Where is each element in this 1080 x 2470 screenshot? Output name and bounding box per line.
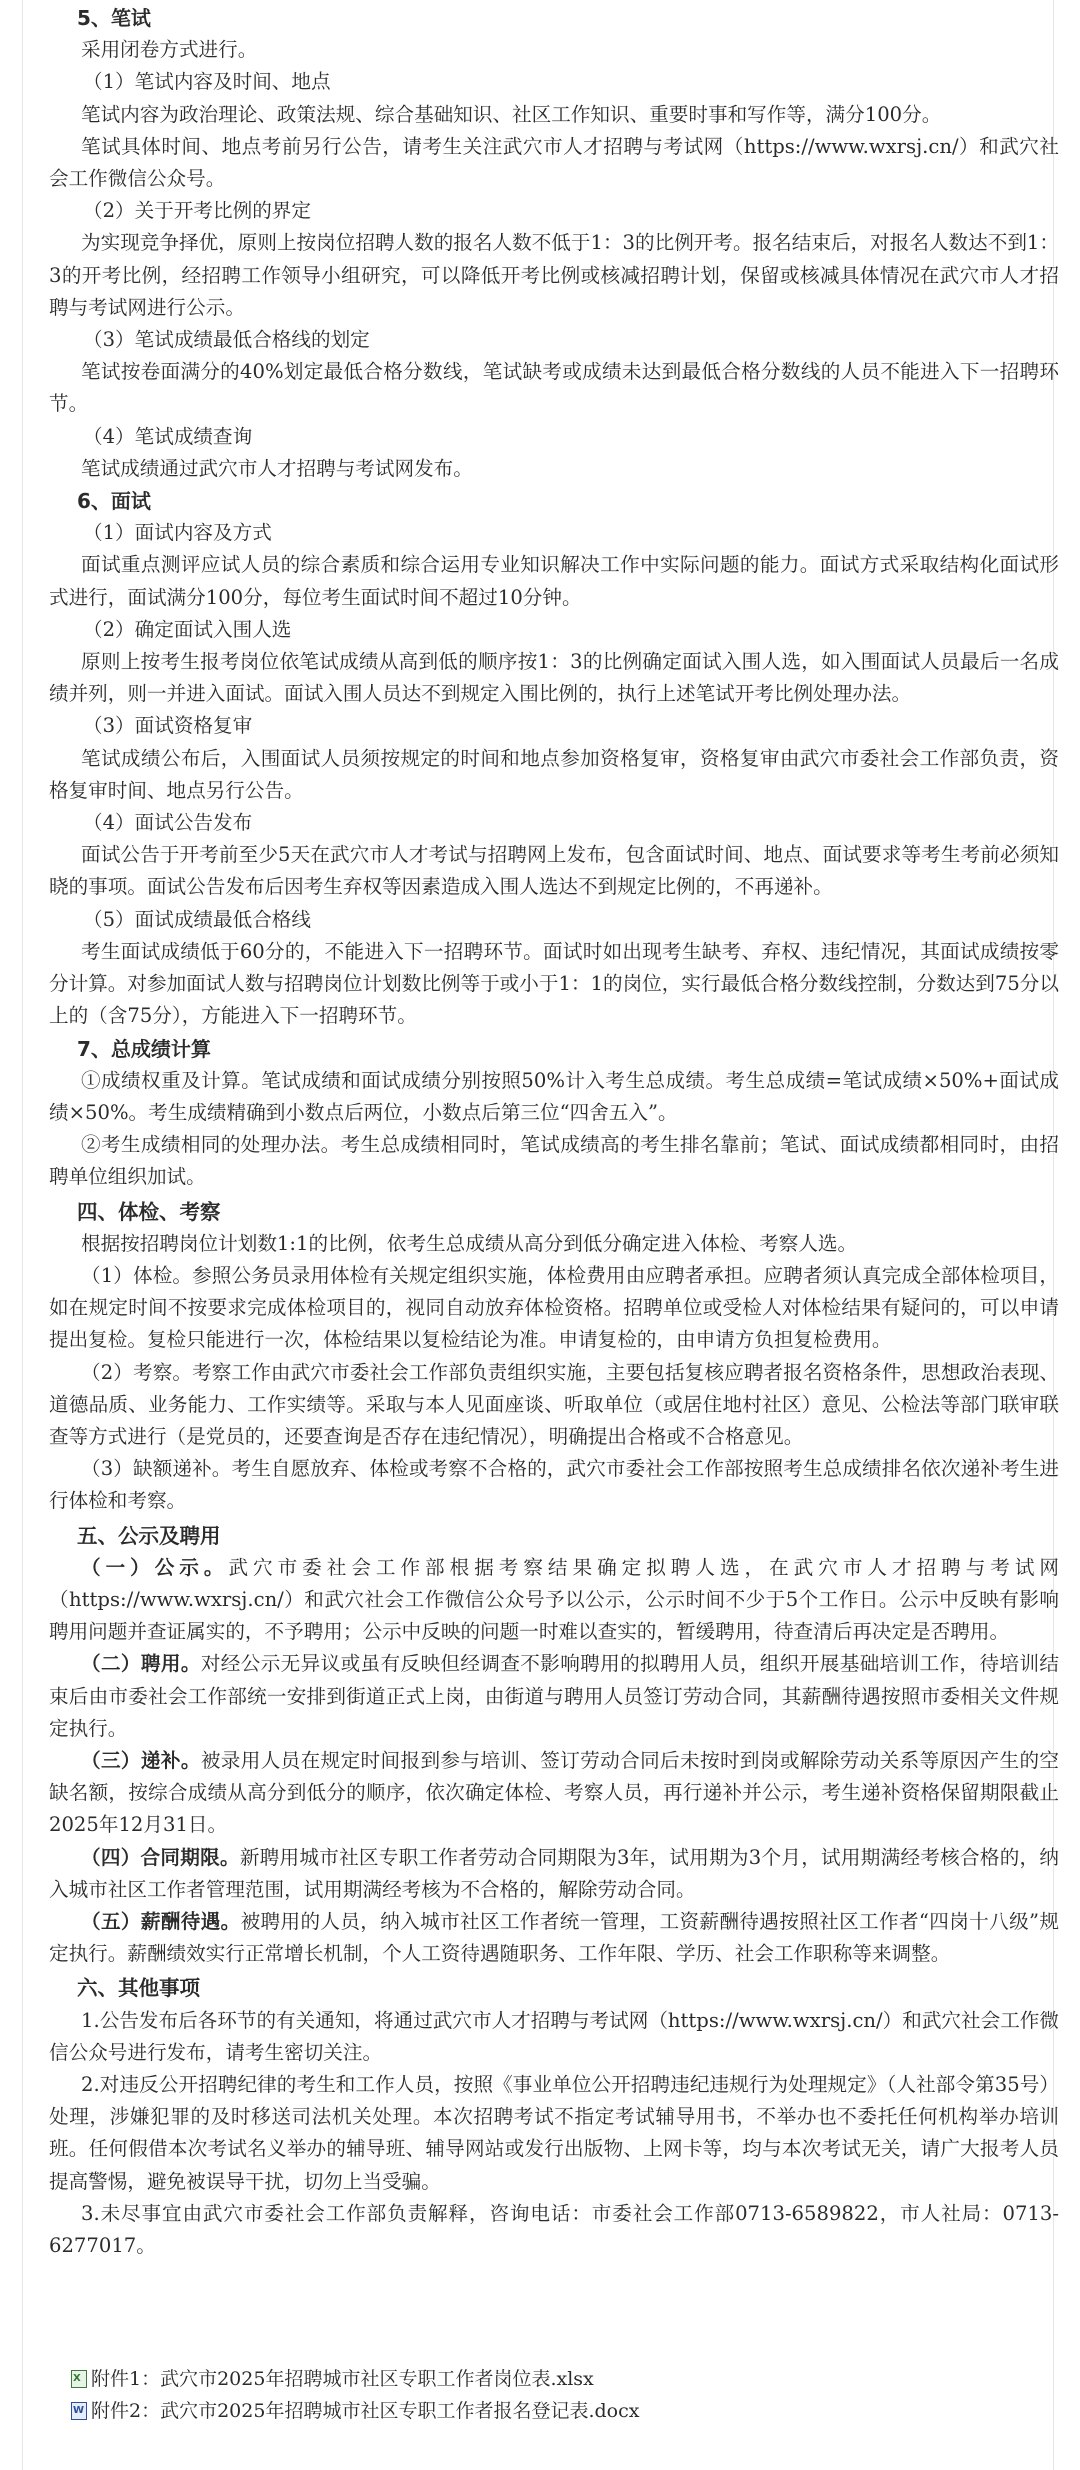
paragraph: 原则上按考生报考岗位依笔试成绩从高到低的顺序按1：3的比例确定面试入围人选，如入围面试人员最后一名成绩并列，则一并进入面试。面试入围人员达不到规定入围比例的，执行上述笔试开考比例处理办法。	[49, 650, 1059, 706]
clause-label: （三）递补。	[81, 1748, 201, 1772]
paragraph: （1）体检。参照公务员录用体检有关规定组织实施，体检费用由应聘者承担。应聘者须认真完成全部体检项目，如在规定时间不按要求完成体检项目的，视同自动放弃体检资格。招聘单位或受检人对体检结果有疑问的，可以申请提出复检。复检只能进行一次，体检结果以复检结论为准。申请复检的，由申请方负担复检费用。	[49, 1263, 1059, 1352]
section-heading: 7、总成绩计算	[77, 1036, 211, 1061]
paragraph: 笔试按卷面满分的40%划定最低合格分数线，笔试缺考或成绩未达到最低合格分数线的人员不能进入下一招聘环节。	[49, 360, 1059, 416]
clause-text: 武穴市委社会工作部根据考察结果确定拟聘人选，在武穴市人才招聘与考试网（https://www.wxrsj.cn/）和武穴社会工作微信公众号予以公示，公示时间不少于5个工作日。公示中反映有影响聘用问题并查证属实的，不予聘用；公示中反映的问题一时难以查实的，暂缓聘用，待查清后再决定是否聘用。	[49, 1555, 1060, 1644]
clause-text: 对经公示无异议或虽有反映但经调查不影响聘用的拟聘用人员，组织开展基础培训工作，待培训结束后由市委社会工作部统一安排到街道正式上岗，由街道与聘用人员签订劳动合同，其薪酬待遇按照市委相关文件规定执行。	[49, 1652, 1060, 1740]
clause-text: 被录用人员在规定时间报到参与培训、签订劳动合同后未按时到岗或解除劳动关系等原因产生的空缺名额，按综合成绩从高分到低分的顺序，依次确定体检、考察人员，再行递补并公示，考生递补资格保留期限截止2025年12月31日。	[49, 1748, 1060, 1837]
attachments-list	[71, 2363, 1051, 2427]
chapter-heading: 四、体检、考察	[77, 1199, 221, 1224]
paragraph: 面试公告于开考前至少5天在武穴市人才考试与招聘网上发布，包含面试时间、地点、面试要求等考生考前必须知晓的事项。面试公告发布后因考生弃权等因素造成入围人选达不到规定比例的，不再递补。	[49, 843, 1059, 899]
subsection-heading: （4）笔试成绩查询	[83, 424, 253, 448]
paragraph: 笔试成绩通过武穴市人才招聘与考试网发布。	[81, 456, 473, 480]
paragraph: 根据按招聘岗位计划数1:1的比例，依考生总成绩从高分到低分确定进入体检、考察人选。	[81, 1231, 858, 1255]
clause-label: （四）合同期限。	[81, 1845, 240, 1869]
paragraph: 面试重点测评应试人员的综合素质和综合运用专业知识解决工作中实际问题的能力。面试方式采取结构化面试形式进行，面试满分100分，每位考生面试时间不超过10分钟。	[49, 553, 1059, 609]
attachment-item[interactable]	[71, 2363, 1051, 2395]
paragraph: 为实现竞争择优，原则上按岗位招聘人数的报名人数不低于1：3的比例开考。报名结束后，对报名人数达不到1：3的开考比例，经招聘工作领导小组研究，可以降低开考比例或核减招聘计划，保留或核减具体情况在武穴市人才招聘与考试网进行公示。	[49, 231, 1059, 319]
docx-file-icon: W	[71, 2402, 87, 2420]
clause-label: （一）公示。	[81, 1555, 229, 1579]
paragraph: （3）缺额递补。考生自愿放弃、体检或考察不合格的，武穴市委社会工作部按照考生总成绩排名依次递补考生进行体检和考察。	[49, 1457, 1059, 1513]
subsection-heading: （5）面试成绩最低合格线	[83, 907, 311, 931]
clause-text: 被聘用的人员，纳入城市社区工作者统一管理，工资薪酬待遇按照社区工作者“四岗十八级”规定执行。薪酬绩效实行正常增长机制，个人工资待遇随职务、工作年限、学历、社会工作职称等来调整。	[49, 1909, 1059, 1966]
section-heading: 6、面试	[77, 489, 151, 514]
paragraph	[49, 1648, 1059, 1745]
subsection-heading: （2）确定面试入围人选	[83, 617, 292, 641]
section-heading: 5、笔试	[77, 6, 151, 30]
subsection-heading: （1）笔试内容及时间、地点	[83, 70, 331, 94]
paragraph	[49, 1842, 1059, 1906]
paragraph: 1.公告发布后各环节的有关通知，将通过武穴市人才招聘与考试网（https://www.wxrsj.cn/）和武穴社会工作微信公众号进行发布，请考生密切关注。	[49, 2008, 1059, 2064]
subsection-heading: （1）面试内容及方式	[83, 521, 272, 545]
paragraph: 笔试具体时间、地点考前另行公告，请考生关注武穴市人才招聘与考试网（https://www.wxrsj.cn/）和武穴社会工作微信公众号。	[49, 134, 1059, 191]
paragraph	[49, 1552, 1059, 1649]
paragraph: 3.未尽事宜由武穴市委社会工作部负责解释，咨询电话：市委社会工作部0713-6589822，市人社局：0713-6277017。	[49, 2201, 1059, 2258]
paragraph: 2.对违反公开招聘纪律的考生和工作人员，按照《事业单位公开招聘违纪违规行为处理规定》（人社部令第35号）处理，涉嫌犯罪的及时移送司法机关处理。本次招聘考试不指定考试辅导用书，不举办也不委托任何机构举办培训班。任何假借本次考试名义举办的辅导班、辅导网站或发行出版物、上网卡等，均与本次考试无关，请广大报考人员提高警惕，避免被误导干扰，切勿上当受骗。	[49, 2073, 1059, 2193]
chapter-heading: 六、其他事项	[77, 1976, 200, 2001]
clause-text: 新聘用城市社区专职工作者劳动合同期限为3年，试用期为3个月，试用期满经考核合格的，纳入城市社区工作者管理范围，试用期满经考核为不合格的，解除劳动合同。	[49, 1845, 1060, 1901]
subsection-heading: （3）笔试成绩最低合格线的划定	[83, 328, 370, 352]
attachment-item[interactable]	[71, 2395, 1051, 2427]
subsection-heading: （3）面试资格复审	[83, 714, 253, 738]
paragraph: 笔试内容为政治理论、政策法规、综合基础知识、社区工作知识、重要时事和写作等，满分100分。	[81, 102, 942, 126]
attachment-link[interactable]: 附件2：武穴市2025年招聘城市社区专职工作者报名登记表.docx	[91, 2400, 640, 2422]
paragraph: 笔试成绩公布后，入围面试人员须按规定的时间和地点参加资格复审，资格复审由武穴市委社会工作部负责，资格复审时间、地点另行公告。	[49, 746, 1059, 802]
chapter-heading: 五、公示及聘用	[77, 1523, 221, 1548]
paragraph: 采用闭卷方式进行。	[81, 38, 258, 62]
document-body	[49, 2, 1059, 2262]
clause-label: （五）薪酬待遇。	[81, 1909, 241, 1933]
subsection-heading: （2）关于开考比例的界定	[83, 199, 311, 223]
clause-label: （二）聘用。	[81, 1652, 201, 1676]
xlsx-file-icon: X	[71, 2370, 87, 2388]
attachment-link[interactable]: 附件1：武穴市2025年招聘城市社区专职工作者岗位表.xlsx	[91, 2368, 594, 2390]
paragraph: ①成绩权重及计算。笔试成绩和面试成绩分别按照50%计入考生总成绩。考生总成绩=笔试成绩×50%+面试成绩×50%。考生成绩精确到小数点后两位，小数点后第三位“四舍五入”。	[49, 1068, 1059, 1124]
paragraph	[49, 1745, 1059, 1842]
paragraph	[49, 1906, 1059, 1970]
paragraph: （2）考察。考察工作由武穴市委社会工作部负责组织实施，主要包括复核应聘者报名资格条件，思想政治表现、道德品质、业务能力、工作实绩等。采取与本人见面座谈、听取单位（或居住地村社区）意见、公检法等部门联审联查等方式进行（是党员的，还要查询是否存在违纪情况），明确提出合格或不合格意见。	[49, 1360, 1059, 1448]
document-page	[22, 0, 1060, 2470]
paragraph: 考生面试成绩低于60分的，不能进入下一招聘环节。面试时如出现考生缺考、弃权、违纪情况，其面试成绩按零分计算。对参加面试人数与招聘岗位计划数比例等于或小于1：1的岗位，实行最低合格分数线控制，分数达到75分以上的（含75分），方能进入下一招聘环节。	[49, 939, 1059, 1028]
subsection-heading: （4）面试公告发布	[83, 811, 253, 835]
paragraph: ②考生成绩相同的处理办法。考生总成绩相同时，笔试成绩高的考生排名靠前；笔试、面试成绩都相同时，由招聘单位组织加试。	[49, 1133, 1059, 1189]
